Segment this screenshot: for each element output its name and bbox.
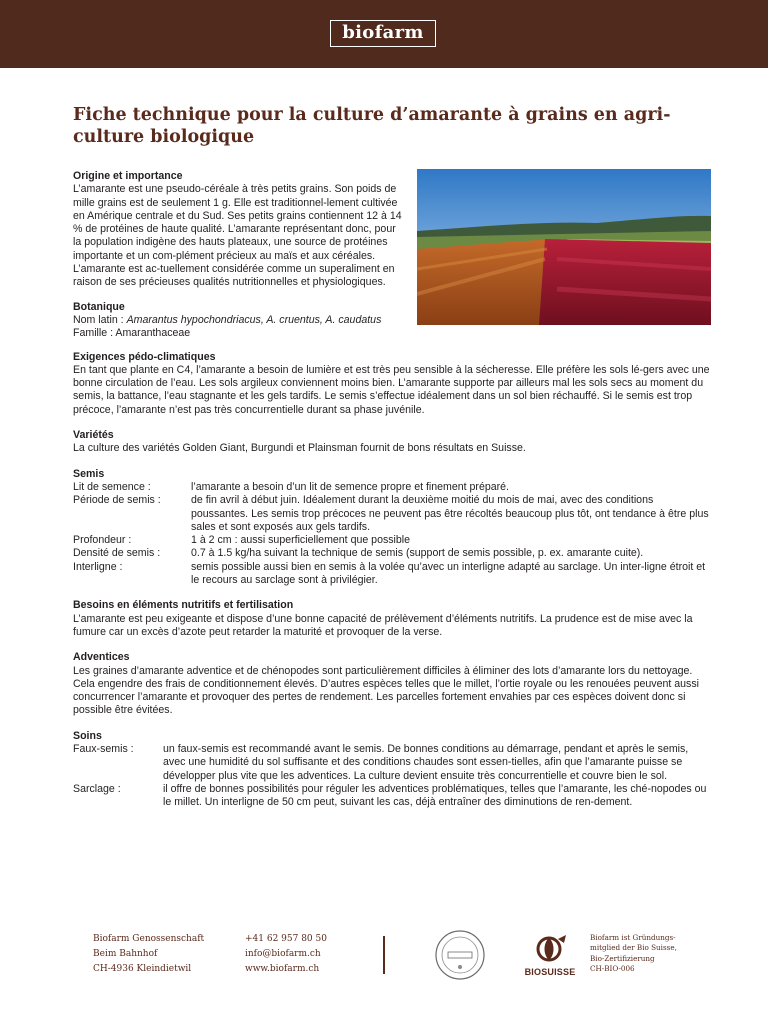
bio-suisse-logo xyxy=(520,931,580,983)
bio-suisse-logo-text: BIOSUISSE xyxy=(524,967,576,977)
footer-address: Biofarm Genossenschaft Beim Bahnhof CH-4936 Kleindietwil xyxy=(93,934,205,974)
section-heading: Origine et importance xyxy=(73,170,183,182)
section-origine xyxy=(73,170,403,290)
section-varietes xyxy=(73,429,710,456)
certification-seal-icon xyxy=(434,929,486,981)
section-text: L’amarante est peu exigeante et dispose d’une bonne capacité de prélèvement d’éléments nutritifs. La prudence est de mise avec la fumure car un excès d’azote peut retarder la maturité et provoquer de la verse. xyxy=(73,612,693,638)
semis-row: Profondeur : 1 à 2 cm : aussi superficiellement que possible xyxy=(73,534,411,547)
document-title: Fiche technique pour la culture d’amarante à grains en agri-culture biologique xyxy=(73,105,671,147)
section-heading: Botanique xyxy=(73,300,125,313)
section-heading: Variétés xyxy=(73,429,114,442)
biofarm-logo: biofarm xyxy=(330,20,436,47)
semis-row: Lit de semence : l’amarante a besoin d’un lit de semence propre et finement préparé. xyxy=(73,480,509,493)
semis-row: Période de semis : de fin avril à début juin. Idéalement durant la deuxième moitié du mois de mai, avec des conditions poussantes. Les semis trop précoces ne peuvent pas être récoltés beaucoup plus tôt, ont tendance à être plus sales et sont exposés aux gels tardifs. xyxy=(73,494,709,533)
section-text: Les graines d’amarante adventice et de chénopodes sont particulièrement difficiles à éliminer des lots d’amarante lors du nettoyage. Cela engendre des frais de conditionnement élevés. D’autres espèces telles que le millet, l’ortie royale ou les renouées peuvent aussi concurrencer l’amarante et provoquer des pertes de rendement. Les parcelles fortement envahies par ces espèces doivent donc si possible être évitées. xyxy=(73,664,699,717)
section-soins xyxy=(73,730,710,810)
soins-row: Sarclage : il offre de bonnes possibilités pour réguler les adventices problématiques, telles que l’amarante, les ché-nopodes ou le millet. Un interligne de 50 cm peut, suivant les cas, déjà entraîner des diminutions de ren-dement. xyxy=(73,782,707,809)
section-semis xyxy=(73,468,710,588)
semis-row: Interligne : semis possible aussi bien en semis à la volée qu’avec un interligne adapté au sarclage. Un inter-ligne étroit et le recours au sarclage sont à privilégier. xyxy=(73,560,706,587)
section-botanique xyxy=(73,301,710,341)
footer-divider xyxy=(383,936,385,974)
header-bar xyxy=(0,0,768,68)
bio-note: Biofarm ist Gründungs- mitglied der Bio Suisse, Bio-Zertifizierung CH-BIO-006 xyxy=(590,933,677,974)
website-link[interactable]: www.biofarm.ch xyxy=(245,964,320,974)
section-text: La culture des variétés Golden Giant, Burgundi et Plainsman fournit de bons résultats en Suisse. xyxy=(73,442,526,455)
family: Famille : Amaranthaceae xyxy=(73,327,191,340)
section-besoins xyxy=(73,599,710,639)
semis-row: Densité de semis : 0.7 à 1.5 kg/ha suivant la technique de semis (support de semis possible, p. ex. amarante cuite). xyxy=(73,547,644,560)
soins-row: Faux-semis : un faux-semis est recommandé avant le semis. De bonnes conditions au démarrage, pendant et après le semis, avec une humidité du sol suffisante et des conditions chaudes sont essen-tielles, afin que l’amarante puisse se développer plus vite que les adventices. La culture devient ensuite très concurrentielle et couvre bien le sol. xyxy=(73,742,689,782)
phone-number: +41 62 957 80 50 xyxy=(245,934,327,944)
section-exigences xyxy=(73,351,710,417)
section-text: L’amarante est une pseudo-céréale à très petits grains. Son poids de mille grains est de seulement 1 g. Elle est traditionnel-lement cultivée en Amérique centrale et du Sud. Ses petits grains contiennent 12 à 14 % de protéines de haute qualité. L’amarante représentant donc, pour la population indigène des hauts plateaux, une source de protéines importante et un com-plément précieux au maïs et aux céréales. L’amarante est ac-tuellement considérée comme un superaliment en raison de ses précieuses qualités nutritionnelles et physiologiques. xyxy=(73,183,402,289)
section-heading: Semis xyxy=(73,467,105,480)
section-heading: Adventices xyxy=(73,651,130,664)
section-heading: Soins xyxy=(73,729,102,742)
footer-contact xyxy=(245,932,327,977)
main-content xyxy=(73,170,710,821)
section-heading: Besoins en éléments nutritifs et fertilisation xyxy=(73,599,294,612)
section-adventices xyxy=(73,651,710,717)
section-heading: Exigences pédo-climatiques xyxy=(73,350,216,363)
section-text: En tant que plante en C4, l’amarante a besoin de lumière et est très peu sensible à la sécheresse. Elle préfère les sols lé-gers avec une bonne circulation de l’eau. Les sols argileux conviennent moins bien. L’amarante supporte par ailleurs mal les sols secs au moment du semis, la battance, l’eau stagnante et les gels tardifs. Le semis s’effectue idéalement dans un sol bien réchauffé. Si le semis est trop précoce, l’amarante n’est pas très concurrentielle durant sa phase juvénile. xyxy=(73,363,710,416)
footer xyxy=(0,925,768,985)
latin-name: Nom latin : Amarantus hypochondriacus, A. cruentus, A. caudatus xyxy=(73,313,382,326)
email-link[interactable]: info@biofarm.ch xyxy=(245,949,321,959)
